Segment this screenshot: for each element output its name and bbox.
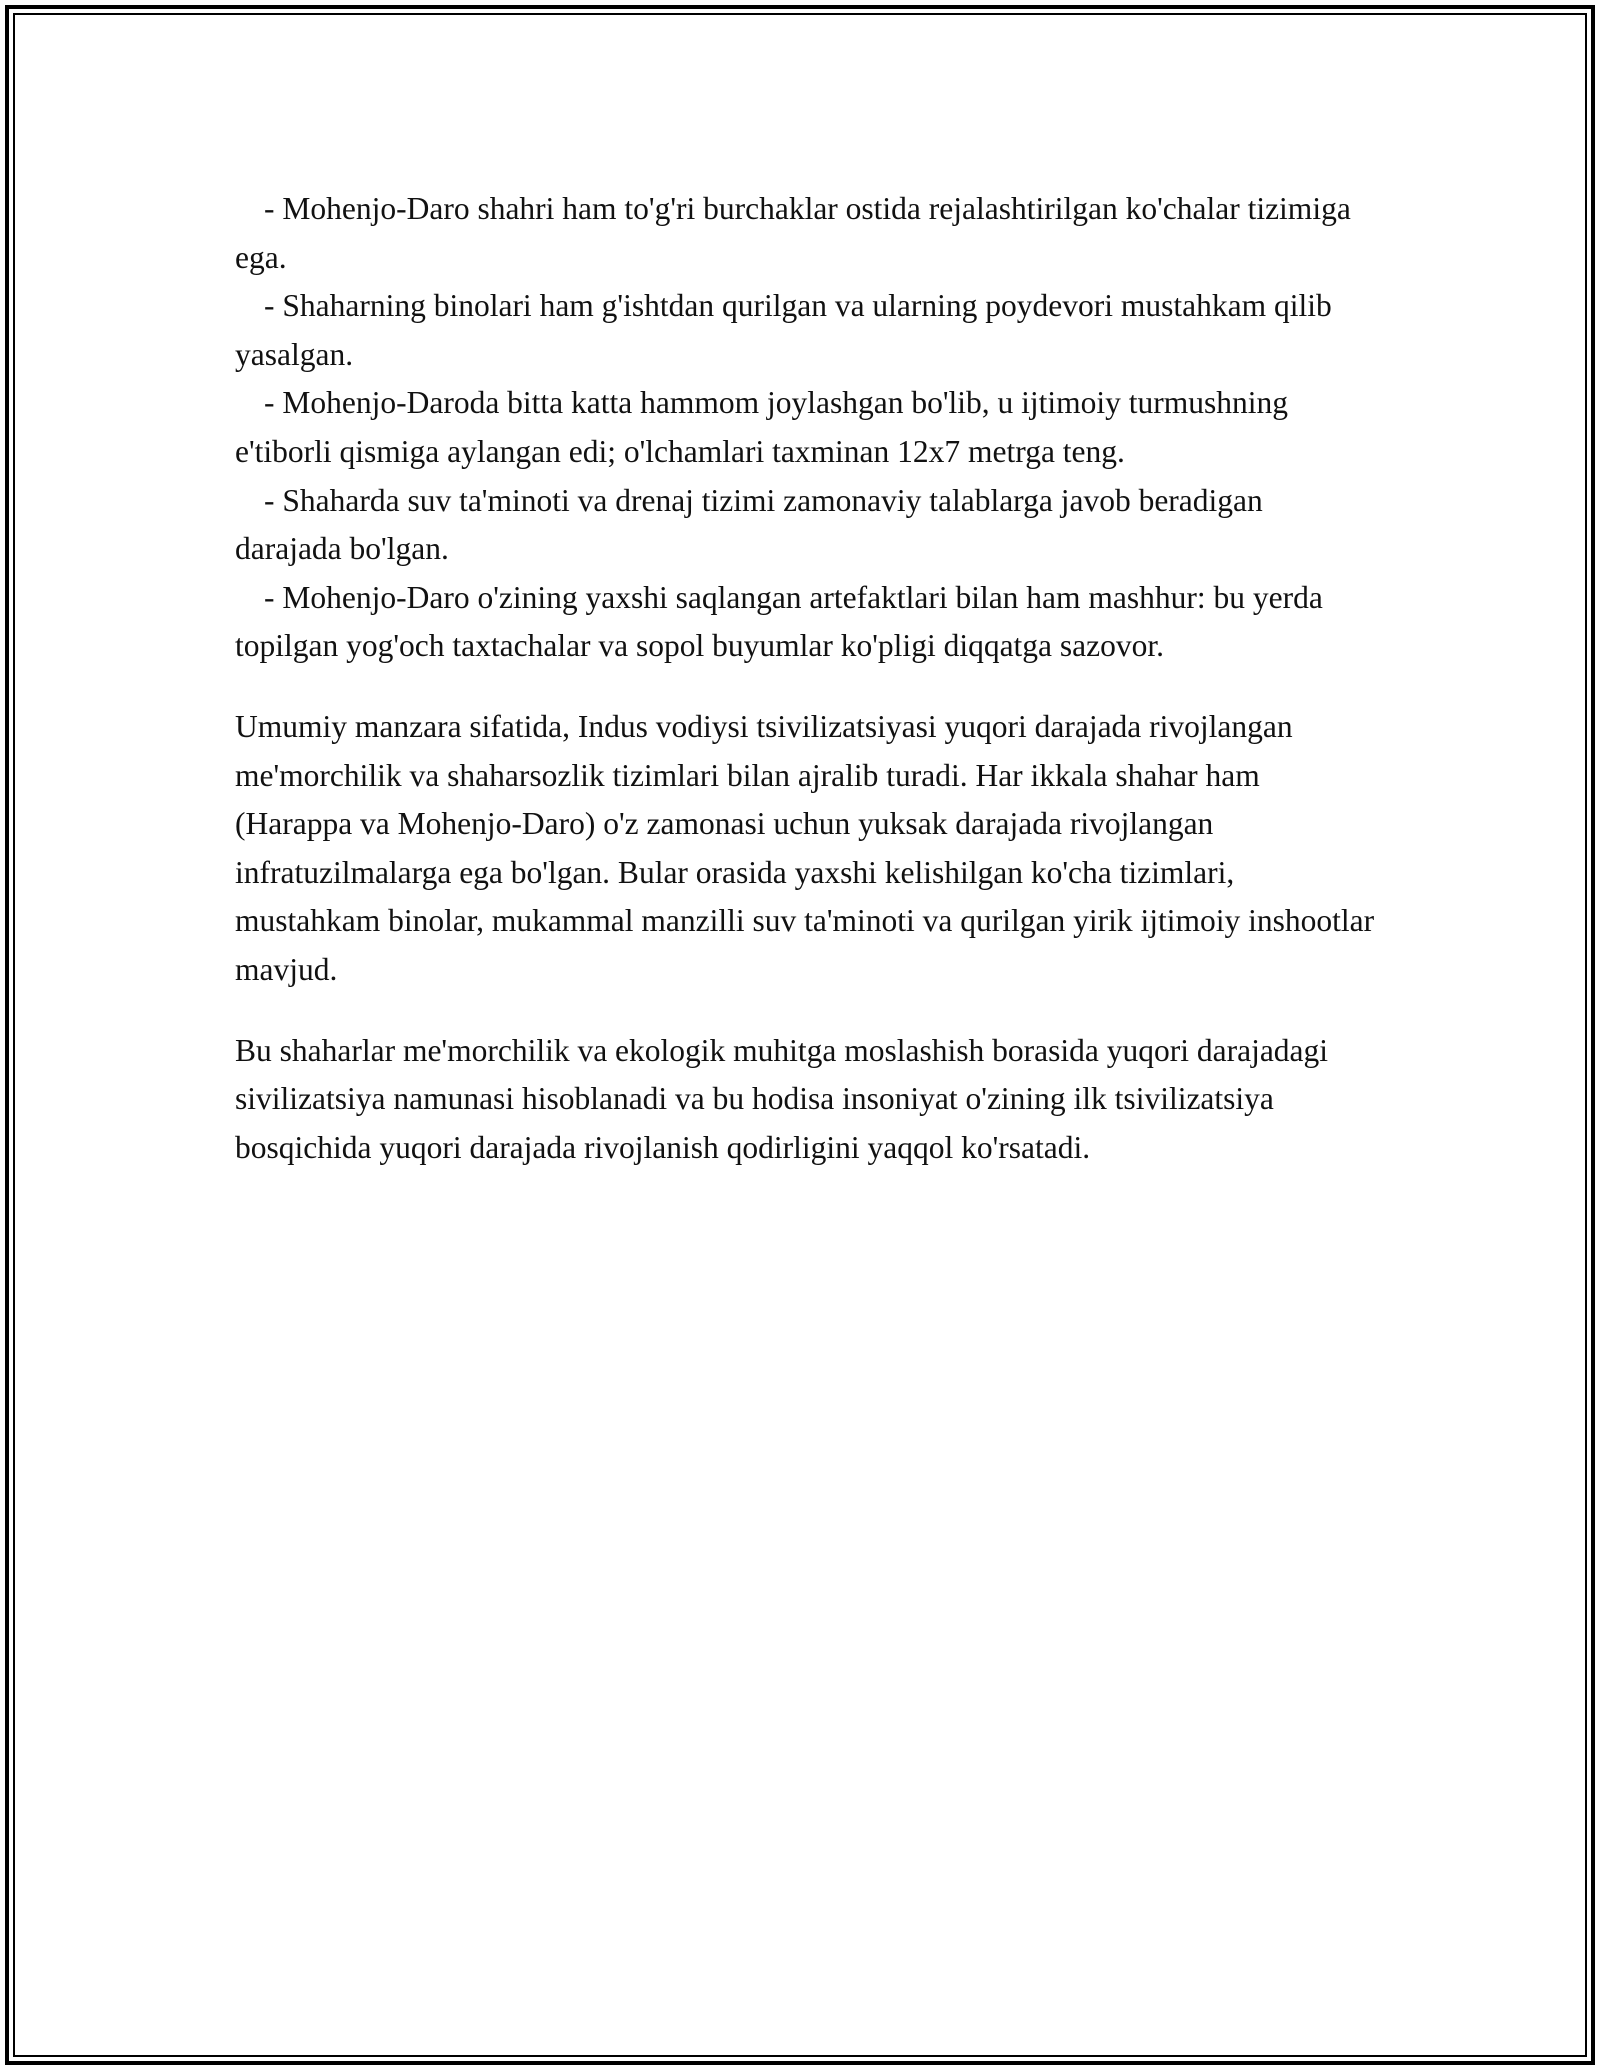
paragraph-spacer	[235, 995, 1375, 1027]
paragraph-spacer	[235, 671, 1375, 703]
document-body	[235, 185, 1375, 1172]
bullet-item: - Mohenjo-Daro shahri ham to'g'ri burchaklar ostida rejalashtirilgan ko'chalar tizimiga ega.	[235, 191, 1351, 275]
bullet-item: - Shaharning binolari ham g'ishtdan qurilgan va ularning poydevori mustahkam qilib yasalgan.	[235, 288, 1332, 372]
bullet-item: - Shaharda suv ta'minoti va drenaj tizimi zamonaviy talablarga javob beradigan darajada bo'lgan.	[235, 482, 1263, 567]
conclusion-paragraph: Bu shaharlar me'morchilik va ekologik muhitga moslashish borasida yuqori darajadagi sivilizatsiya namunasi hisoblanadi va bu hodisa insoniyat o'zining ilk tsivilizatsiya bosqichida yuqori darajada rivojlanish qodirligini yaqqol ko'rsatadi.	[235, 1032, 1329, 1165]
summary-paragraph: Umumiy manzara sifatida, Indus vodiysi tsivilizatsiyasi yuqori darajada rivojlangan me'morchilik va shaharsozlik tizimlari bilan ajralib turadi. Har ikkala shahar ham (Harappa va Mohenjo-Daro) o'z zamonasi uchun yuksak darajada rivojlangan infratuzilmalarga ega bo'lgan. Bular orasida yaxshi kelishilgan ko'cha tizimlari, mustahkam binolar, mukammal manzilli suv ta'minoti va qurilgan yirik ijtimoiy inshootlar mavjud.	[235, 708, 1375, 987]
bullet-item: - Mohenjo-Daro o'zining yaxshi saqlangan artefaktlari bilan ham mashhur: bu yerda topilgan yog'och taxtachalar va sopol buyumlar ko'pligi diqqatga sazovor.	[235, 579, 1323, 664]
bullet-item: - Mohenjo-Daroda bitta katta hammom joylashgan bo'lib, u ijtimoiy turmushning e'tiborli qismiga aylangan edi; o'lchamlari taxminan 12x7 metrga teng.	[235, 385, 1289, 469]
